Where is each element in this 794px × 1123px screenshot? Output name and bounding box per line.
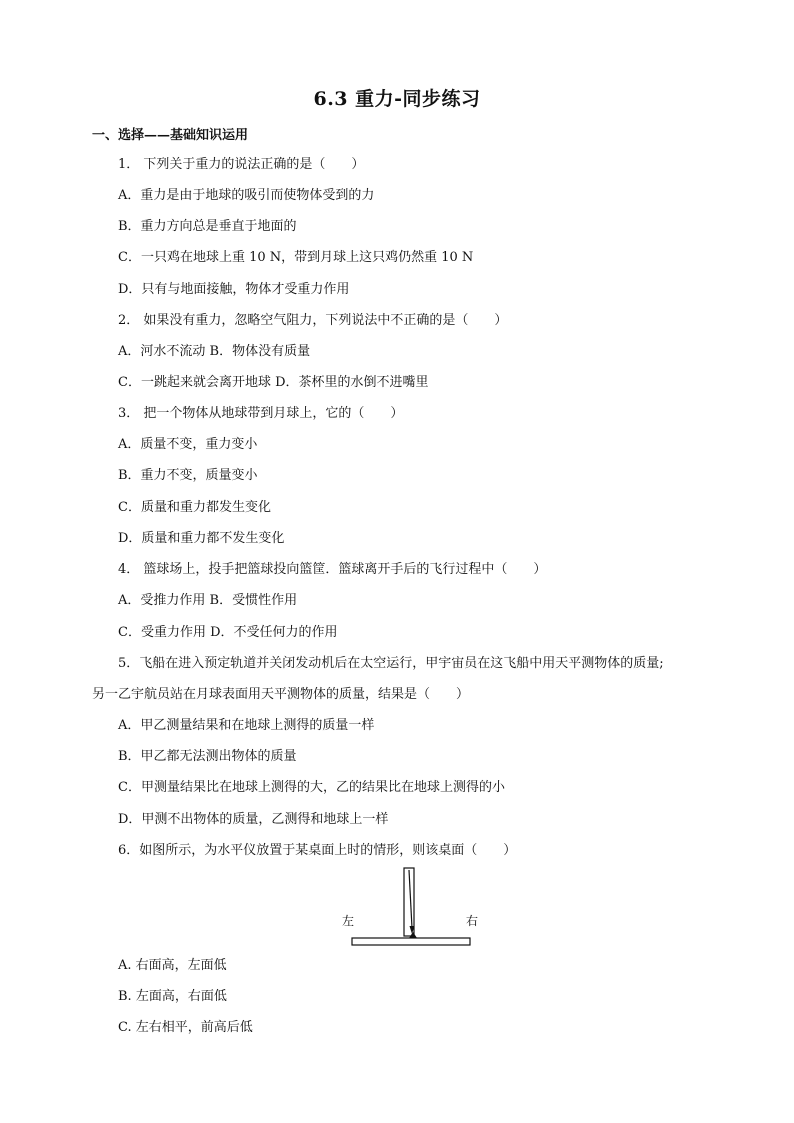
question-5-option-d: D．甲测不出物体的质量，乙测得和地球上一样: [118, 812, 389, 827]
question-5-stem-continued: 另一乙宇航员站在月球表面用天平测物体的质量，结果是（ ）: [92, 687, 470, 702]
question-5-option-c: C．甲测量结果比在地球上测得的大，乙的结果比在地球上测得的小: [118, 780, 505, 795]
level-instrument-diagram: [338, 866, 484, 950]
question-6-option-c: C. 左右相平，前高后低: [118, 1020, 253, 1035]
question-1-option-b: B．重力方向总是垂直于地面的: [118, 219, 297, 234]
question-3-option-d: D．质量和重力都不发生变化: [118, 531, 285, 546]
question-5-stem: 5．飞船在进入预定轨道并关闭发动机后在太空运行，甲宇宙员在这飞船中用天平测物体的质量;: [118, 656, 664, 671]
level-instrument-figure: [338, 866, 484, 950]
question-1-option-c: C．一只鸡在地球上重 10 N，带到月球上这只鸡仍然重 10 N: [118, 250, 474, 265]
page-title: 6.3 重力-同步练习: [313, 88, 481, 110]
question-5-option-a: A．甲乙测量结果和在地球上测得的质量一样: [118, 718, 375, 733]
question-1-option-d: D．只有与地面接触，物体才受重力作用: [118, 282, 350, 297]
question-2-stem: 2． 如果没有重力，忽略空气阻力，下列说法中不正确的是（ ）: [118, 313, 508, 328]
question-3-option-b: B．重力不变，质量变小: [118, 468, 258, 483]
question-4-stem: 4． 篮球场上，投手把篮球投向篮筐．篮球离开手后的飞行过程中（ ）: [118, 562, 547, 577]
question-6-stem: 6．如图所示，为水平仪放置于某桌面上时的情形，则该桌面（ ）: [118, 843, 517, 858]
section-heading: 一、选择——基础知识运用: [92, 128, 249, 143]
question-4-option-ab: A．受推力作用 B．受惯性作用: [118, 593, 298, 608]
question-4-option-cd: C．受重力作用 D．不受任何力的作用: [118, 625, 338, 640]
tabletop: [352, 938, 470, 945]
right-label: 右: [466, 914, 479, 928]
question-2-option-cd: C．一跳起来就会离开地球 D．茶杯里的水倒不进嘴里: [118, 375, 429, 390]
question-3-option-c: C．质量和重力都发生变化: [118, 500, 271, 515]
question-6-option-a: A. 右面高，左面低: [118, 958, 227, 973]
left-label: 左: [342, 914, 355, 928]
question-3-stem: 3． 把一个物体从地球带到月球上，它的（ ）: [118, 406, 404, 421]
question-3-option-a: A．质量不变，重力变小: [118, 437, 258, 452]
question-5-option-b: B．甲乙都无法测出物体的质量: [118, 749, 297, 764]
question-1-option-a: A．重力是由于地球的吸引而使物体受到的力: [118, 188, 375, 203]
question-1-stem: 1． 下列关于重力的说法正确的是（ ）: [118, 157, 365, 172]
question-6-option-b: B. 左面高，右面低: [118, 989, 227, 1004]
question-2-option-ab: A．河水不流动 B．物体没有质量: [118, 344, 311, 359]
